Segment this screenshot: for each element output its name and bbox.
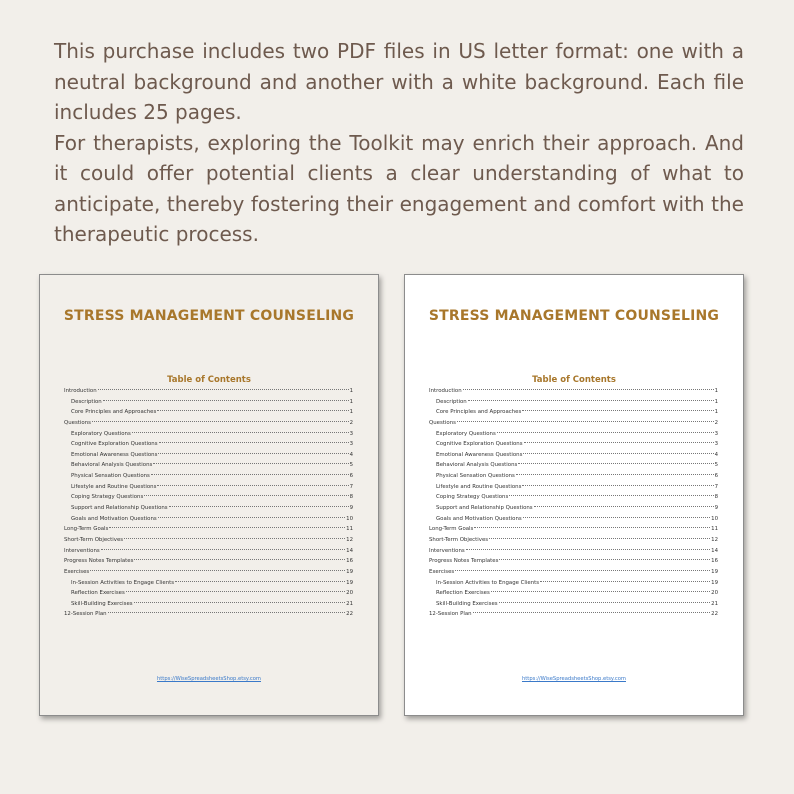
toc-entry-title: Core Principles and Approaches: [436, 409, 522, 416]
toc-entry: [64, 439, 353, 450]
toc-leader-dots: [175, 581, 345, 582]
toc-entry-title: Coping Strategy Questions: [71, 494, 144, 501]
toc-entry: [429, 460, 718, 471]
toc-leader-dots: [455, 570, 710, 571]
toc-entry-page: 5: [714, 462, 718, 469]
toc-entry-title: 12-Session Plan: [64, 611, 107, 618]
toc-entry-title: Physical Sensation Questions: [71, 473, 150, 480]
toc-entry-page: 12: [346, 536, 353, 543]
toc-entry: [429, 514, 718, 525]
intro-text: [54, 36, 744, 250]
toc-leader-dots: [169, 506, 349, 507]
toc-entry-page: 11: [711, 526, 718, 533]
toc-entry-title: Emotional Awareness Questions: [71, 451, 158, 458]
toc-entry-title: Progress Notes Templates: [429, 558, 499, 565]
toc-entry: [64, 471, 353, 482]
toc-entry-title: Introduction: [429, 388, 462, 394]
toc-entry-title: Reflection Exercises: [436, 590, 490, 597]
toc-leader-dots: [509, 495, 713, 496]
toc-entry: [429, 439, 718, 450]
toc-leader-dots: [158, 517, 345, 518]
toc-leader-dots: [151, 474, 349, 475]
toc-entry-page: 7: [714, 483, 718, 490]
toc-entry-page: 2: [714, 419, 718, 426]
toc-entry-page: 9: [349, 505, 353, 512]
toc-entry-title: Cognitive Exploration Questions: [71, 441, 158, 448]
intro-paragraph-2: For therapists, exploring the Toolkit may enrich their approach. And it could offer potential clients a clear understanding of what to anticipate, thereby fostering their engagement and comfort with the therapeutic process.: [54, 130, 744, 246]
toc-entry: [429, 578, 718, 589]
toc-entry-page: 9: [714, 505, 718, 512]
toc-entry-page: 8: [714, 494, 718, 501]
toc-entry: [429, 503, 718, 514]
toc-entry: [64, 460, 353, 471]
toc-leader-dots: [158, 453, 348, 454]
toc-entry-title: Questions: [429, 419, 456, 426]
toc-entry-page: 3: [714, 430, 718, 437]
toc-entry-page: 8: [349, 494, 353, 501]
toc-entry-page: 14: [346, 547, 353, 554]
toc-entry: [429, 386, 718, 397]
toc-entry: [64, 588, 353, 599]
toc-entry-page: 3: [349, 430, 353, 437]
toc-entry: [429, 556, 718, 567]
toc-entry-page: 21: [711, 600, 718, 607]
toc-leader-dots: [90, 570, 345, 571]
toc-leader-dots: [466, 549, 710, 550]
toc-leader-dots: [499, 602, 711, 603]
document-title: STRESS MANAGEMENT COUNSELING: [428, 308, 720, 324]
toc-leader-dots: [522, 410, 713, 411]
toc-entry-page: 11: [346, 526, 353, 533]
toc-heading: Table of Contents: [167, 375, 251, 385]
toc-entry: [429, 450, 718, 461]
toc-entry-page: 21: [346, 600, 353, 607]
toc-entry: [64, 514, 353, 525]
toc-leader-dots: [144, 495, 348, 496]
toc-leader-dots: [540, 581, 710, 582]
toc-entry: [429, 471, 718, 482]
toc-entry-title: Cognitive Exploration Questions: [436, 441, 523, 448]
toc-entry-title: Interventions: [429, 547, 465, 554]
toc-leader-dots: [101, 549, 345, 550]
toc-entry-title: Reflection Exercises: [71, 590, 125, 597]
toc-entry-title: Behavioral Analysis Questions: [436, 462, 518, 469]
toc-entry: [64, 609, 353, 620]
toc-entry-page: 7: [349, 483, 353, 490]
toc-entry-page: 12: [711, 536, 718, 543]
toc-entry: [64, 407, 353, 418]
toc-entry-title: Lifestyle and Routine Questions: [71, 483, 157, 490]
toc-entry-title: Exploratory Questions: [436, 430, 496, 437]
toc-leader-dots: [157, 485, 348, 486]
toc-entry-title: Long-Term Goals: [429, 526, 474, 533]
toc-entry-title: Skill-Building Exercises: [71, 600, 133, 607]
toc-entry-title: Exercises: [64, 568, 90, 575]
toc-entry: [429, 609, 718, 620]
toc-entry-title: Exercises: [429, 568, 455, 575]
toc-entry: [64, 524, 353, 535]
toc-entry: [429, 407, 718, 418]
toc-entry-title: Lifestyle and Routine Questions: [436, 483, 522, 490]
toc-entry-title: Goals and Motivation Questions: [71, 515, 157, 522]
toc-entry-title: In-Session Activities to Engage Clients: [436, 579, 540, 586]
toc-entry-page: 20: [711, 590, 718, 597]
toc-leader-dots: [98, 389, 349, 390]
toc-entry: [64, 492, 353, 503]
page-preview-white: [404, 274, 744, 716]
toc-entry-title: Behavioral Analysis Questions: [71, 462, 153, 469]
toc-entry-title: 12-Session Plan: [429, 611, 472, 618]
toc-entry-title: Questions: [64, 419, 91, 426]
toc-entry-title: Emotional Awareness Questions: [436, 451, 523, 458]
document-title: STRESS MANAGEMENT COUNSELING: [63, 308, 355, 324]
toc-entry: [64, 567, 353, 578]
toc-leader-dots: [518, 463, 713, 464]
toc-entry: [64, 418, 353, 429]
toc-entry: [64, 386, 353, 397]
toc-leader-dots: [126, 591, 345, 592]
toc-entry-page: 20: [346, 590, 353, 597]
toc-entry-page: 22: [346, 611, 353, 618]
toc-entry: [429, 588, 718, 599]
toc-entry-title: Long-Term Goals: [64, 526, 109, 533]
toc-entry-title: Introduction: [64, 388, 97, 394]
toc-entry: [429, 524, 718, 535]
toc-entry: [64, 450, 353, 461]
page-preview-neutral: [39, 274, 379, 716]
toc-entry-page: 3: [714, 441, 718, 448]
toc-leader-dots: [522, 485, 713, 486]
toc-entry-page: 19: [346, 568, 353, 575]
toc-leader-dots: [473, 612, 711, 613]
toc-entry: [429, 535, 718, 546]
toc-leader-dots: [124, 538, 345, 539]
toc-entry-title: Physical Sensation Questions: [436, 473, 515, 480]
toc-entry: [64, 556, 353, 567]
toc-leader-dots: [523, 453, 713, 454]
toc-entry-title: Short-Term Objectives: [64, 536, 124, 543]
toc-entry-page: 22: [711, 611, 718, 618]
toc-entry: [429, 397, 718, 408]
toc-entry-title: Description: [71, 398, 102, 405]
toc-leader-dots: [157, 410, 348, 411]
toc-entry-title: Support and Relationship Questions: [71, 505, 168, 512]
table-of-contents: [429, 386, 718, 620]
toc-leader-dots: [516, 474, 714, 475]
toc-entry: [64, 578, 353, 589]
toc-entry-title: In-Session Activities to Engage Clients: [71, 579, 175, 586]
toc-entry-page: 1: [714, 409, 718, 416]
toc-leader-dots: [523, 517, 710, 518]
toc-entry-page: 14: [711, 547, 718, 554]
toc-entry-page: 1: [349, 388, 353, 394]
table-of-contents: [64, 386, 353, 620]
toc-entry-page: 16: [711, 558, 718, 565]
toc-entry: [64, 535, 353, 546]
toc-entry-title: Support and Relationship Questions: [436, 505, 533, 512]
toc-entry-page: 10: [346, 515, 353, 522]
toc-entry-page: 1: [714, 398, 718, 405]
toc-leader-dots: [134, 602, 346, 603]
toc-entry: [429, 418, 718, 429]
toc-leader-dots: [489, 538, 710, 539]
toc-entry-title: Exploratory Questions: [71, 430, 131, 437]
toc-entry: [64, 429, 353, 440]
toc-entry: [64, 546, 353, 557]
toc-entry: [429, 482, 718, 493]
toc-entry-title: Interventions: [64, 547, 100, 554]
toc-entry-page: 5: [349, 462, 353, 469]
toc-entry-page: 6: [349, 473, 353, 480]
toc-leader-dots: [474, 527, 710, 528]
toc-entry-title: Short-Term Objectives: [429, 536, 489, 543]
intro-paragraph-1: This purchase includes two PDF files in US letter format: one with a neutral background and another with a white background. Each file includes 25 pages.: [54, 39, 744, 124]
toc-leader-dots: [468, 400, 714, 401]
toc-leader-dots: [159, 442, 349, 443]
toc-entry: [64, 599, 353, 610]
toc-entry: [64, 482, 353, 493]
toc-leader-dots: [153, 463, 348, 464]
toc-leader-dots: [108, 612, 346, 613]
toc-entry: [429, 546, 718, 557]
toc-entry-title: Progress Notes Templates: [64, 558, 134, 565]
toc-entry-page: 2: [349, 419, 353, 426]
toc-entry: [429, 492, 718, 503]
toc-entry-page: 3: [349, 441, 353, 448]
toc-entry: [64, 503, 353, 514]
toc-entry-page: 6: [714, 473, 718, 480]
toc-entry-page: 4: [349, 451, 353, 458]
toc-entry-page: 19: [346, 579, 353, 586]
toc-entry-page: 1: [349, 409, 353, 416]
toc-leader-dots: [499, 559, 710, 560]
toc-leader-dots: [534, 506, 714, 507]
toc-entry-title: Goals and Motivation Questions: [436, 515, 522, 522]
toc-entry-title: Coping Strategy Questions: [436, 494, 509, 501]
shop-link[interactable]: https://WiseSpreadsheetsShop.etsy.com: [521, 676, 626, 682]
toc-entry-page: 1: [714, 388, 718, 394]
toc-entry-page: 1: [349, 398, 353, 405]
toc-entry-title: Description: [436, 398, 467, 405]
toc-entry-title: Core Principles and Approaches: [71, 409, 157, 416]
toc-heading: Table of Contents: [532, 375, 616, 385]
toc-leader-dots: [463, 389, 714, 390]
toc-entry: [429, 567, 718, 578]
toc-entry-page: 16: [346, 558, 353, 565]
toc-leader-dots: [103, 400, 349, 401]
shop-link[interactable]: https://WiseSpreadsheetsShop.etsy.com: [156, 676, 261, 682]
toc-entry-page: 19: [711, 579, 718, 586]
toc-entry-title: Skill-Building Exercises: [436, 600, 498, 607]
toc-leader-dots: [134, 559, 345, 560]
toc-entry: [429, 429, 718, 440]
toc-entry-page: 19: [711, 568, 718, 575]
toc-leader-dots: [491, 591, 710, 592]
toc-entry-page: 4: [714, 451, 718, 458]
toc-leader-dots: [497, 432, 714, 433]
toc-leader-dots: [132, 432, 349, 433]
toc-leader-dots: [524, 442, 714, 443]
toc-leader-dots: [109, 527, 345, 528]
toc-entry: [64, 397, 353, 408]
toc-leader-dots: [92, 421, 349, 422]
toc-entry-page: 10: [711, 515, 718, 522]
toc-leader-dots: [457, 421, 714, 422]
toc-entry: [429, 599, 718, 610]
